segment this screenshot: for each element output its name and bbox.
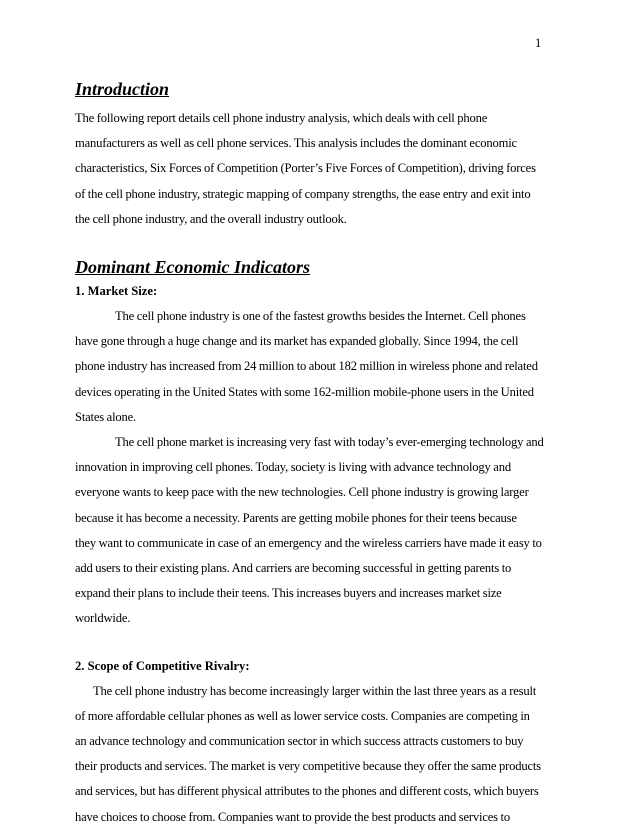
competitive-rivalry-title: 2. Scope of Competitive Rivalry: (75, 658, 250, 673)
text-line: The cell phone market is increasing very fast with today’s ever-emerging technology and (115, 435, 544, 450)
text-line: The cell phone industry is one of the fastest growths besides the Internet. Cell phones (115, 309, 526, 324)
introduction-paragraph (75, 106, 565, 232)
market-size-paragraph-1 (75, 304, 565, 430)
text-line: expand their plans to include their teens. This increases buyers and increases market size (75, 586, 502, 601)
text-line: The cell phone industry has become increasingly larger within the last three years as a result (93, 683, 537, 698)
market-size-paragraph-2 (75, 430, 565, 632)
text-line: have choices to choose from. Companies want to provide the best products and services to (75, 809, 510, 824)
text-line: of more affordable cellular phones as well as lower service costs. Companies are competing in (75, 708, 530, 723)
text-line: have gone through a huge change and its market has expanded globally. Since 1994, the cell (75, 334, 519, 349)
text-line: of the cell phone industry, strategic mapping of company strengths, the ease entry and exit into (75, 186, 531, 201)
document-body (75, 78, 565, 830)
market-size-title: 1. Market Size: (75, 284, 158, 299)
page-number: 1 (535, 36, 542, 50)
text-line: innovation in improving cell phones. Today, society is living with advance technology and (75, 460, 511, 475)
text-line: worldwide. (75, 611, 131, 626)
text-line: their products and services. The market is very competitive because they offer the same products (75, 759, 541, 774)
text-line: characteristics, Six Forces of Competition (Porter’s Five Forces of Competition), driving forces (75, 161, 536, 176)
text-line: phone industry has increased from 24 million to about 182 million in wireless phone and related (75, 359, 538, 374)
text-line: States alone. (75, 409, 137, 424)
text-line: manufacturers as well as cell phone services. This analysis includes the dominant economic (75, 136, 517, 151)
competitive-rivalry-paragraph (75, 679, 565, 830)
text-line: because it has become a necessity. Parents are getting mobile phones for their teens because (75, 510, 517, 525)
market-size-section (75, 279, 565, 632)
text-line: the cell phone industry, and the overall industry outlook. (75, 211, 347, 226)
text-line: add users to their existing plans. And carriers are becoming successful in getting parents to (75, 561, 512, 576)
introduction-heading: Introduction (75, 79, 170, 99)
text-line: and services, but has different physical attributes to the phones and different costs, which buyers (75, 784, 539, 799)
text-line: an advance technology and communication sector in which success attracts customers to buy (75, 734, 524, 749)
text-line: everyone wants to keep pace with the new technologies. Cell phone industry is growing larger (75, 485, 529, 500)
text-line: The following report details cell phone industry analysis, which deals with cell phone (75, 111, 488, 125)
text-line: devices operating in the United States with some 162-million mobile-phone users in the United (75, 384, 534, 399)
text-line: they want to communicate in case of an emergency and the wireless carriers have made it easy to (75, 535, 542, 550)
competitive-rivalry-section (75, 654, 565, 830)
dominant-economic-indicators-heading: Dominant Economic Indicators (75, 257, 311, 278)
